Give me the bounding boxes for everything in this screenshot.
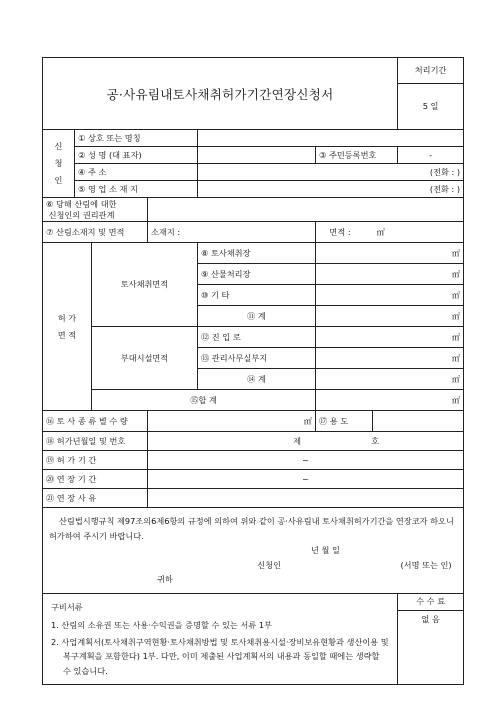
required-documents <box>43 593 398 685</box>
soil-type-field[interactable]: ㎡ <box>148 411 316 432</box>
rights-field[interactable] <box>148 198 464 222</box>
facility-subtotal-field[interactable]: ㎡ <box>316 369 464 390</box>
soil-subtotal-field[interactable]: ㎡ <box>316 306 464 327</box>
addressee: 귀하 <box>157 574 173 584</box>
applicant-sign-label: 신청인 <box>257 559 281 570</box>
area-field[interactable]: 면적 : ㎡ <box>316 222 464 243</box>
access-road-field[interactable]: ㎡ <box>316 327 464 348</box>
office-site-field[interactable]: ㎡ <box>316 348 464 369</box>
extension-period-field[interactable]: ~ <box>148 470 464 489</box>
soil-type-label: ⑯ 토 사 종 류 별 수 량 <box>43 411 148 432</box>
resident-no-label: ③ 주민등록번호 <box>316 147 398 164</box>
form-table <box>42 57 464 685</box>
soil-site-field[interactable]: ㎡ <box>316 243 464 264</box>
location-field[interactable]: 소재지 : <box>148 222 316 243</box>
name-label: ② 성 명 (대 표자) <box>75 147 198 164</box>
name-field[interactable] <box>198 147 316 164</box>
extension-reason-field[interactable] <box>148 489 464 508</box>
business-name-label: ① 상호 또는 명칭 <box>75 130 198 147</box>
declaration-block <box>43 508 464 594</box>
applicant-group-label: 신 청 인 <box>43 130 75 198</box>
form-title: 공·사유림내토사채취허가기간연장신청서 <box>43 58 398 130</box>
use-label: ⑰ 용 도 <box>316 411 373 432</box>
fee-label: 수 수 료 <box>398 593 464 610</box>
date-line: 년 월 일 <box>311 545 340 555</box>
product-site-label: ⑨ 산물처리장 <box>198 264 316 285</box>
product-site-field[interactable]: ㎡ <box>316 264 464 285</box>
permit-date-label: ⑱ 허가년월일 및 번호 <box>43 432 148 451</box>
total-field[interactable]: ㎡ <box>316 390 464 411</box>
sign-note: (서명 또는 인) <box>400 559 452 570</box>
permit-period-label: ⑲ 허 가 기 간 <box>43 451 148 470</box>
total-label: ⑮합 계 <box>92 390 316 411</box>
permit-period-field[interactable]: ~ <box>148 451 464 470</box>
rights-label: ⑥ 당해 산림에 대한 신청인의 권리관계 <box>43 198 148 222</box>
extension-reason-label: ㉑ 연 장 사 유 <box>43 489 148 508</box>
doc-item-2: 2. 사업계획서(토사채취구역현황·토사채취방법 및 토사채취용시설·장비보유현황과 생산이용 및 복구계획을 포함한다) 1부. 다만, 이미 제출된 사업계획서의 내용과 동일할 때에는 생략할 수 있습니다. <box>51 636 389 676</box>
business-location-label: ⑤ 영 업 소 재 지 <box>75 181 198 198</box>
fee-value: 없 음 <box>398 610 464 684</box>
business-name-field[interactable] <box>198 130 464 147</box>
signature-line <box>49 558 457 573</box>
soil-area-label: 토사채취면적 <box>92 243 198 327</box>
facility-subtotal-label: ⑭ 계 <box>198 369 316 390</box>
address-label: ④ 주 소 <box>75 164 198 181</box>
extension-period-label: ⑳ 연 장 기 간 <box>43 470 148 489</box>
application-form <box>42 57 463 676</box>
resident-no-field[interactable]: - <box>398 147 464 164</box>
other-field[interactable]: ㎡ <box>316 285 464 306</box>
processing-period-label: 처리기간 <box>398 58 464 84</box>
facility-area-label: 부대시설면적 <box>92 327 198 390</box>
permit-area-label: 허 가 면 적 <box>43 243 92 411</box>
soil-subtotal-label: ⑪ 계 <box>198 306 316 327</box>
doc-item-1: 1. 산림의 소유권 또는 사용·수익권을 증명할 수 있는 서류 1부 <box>51 620 272 630</box>
docs-title: 구비서류 <box>51 601 83 612</box>
other-label: ⑩ 기 타 <box>198 285 316 306</box>
processing-period-value: 5 일 <box>398 84 464 130</box>
office-site-label: ⑬ 관리사무실부지 <box>198 348 316 369</box>
access-road-label: ⑫ 진 입 로 <box>198 327 316 348</box>
soil-site-label: ⑧ 토사채취장 <box>198 243 316 264</box>
business-phone-field[interactable]: (전화 : ) <box>198 181 464 198</box>
address-phone-field[interactable]: (전화 : ) <box>198 164 464 181</box>
forest-location-label: ⑦ 산림소재지 및 면적 <box>43 222 148 243</box>
use-field[interactable] <box>373 411 464 432</box>
permit-date-field[interactable]: 제 호 <box>148 432 464 451</box>
declaration-text: 산림법시행규칙 제97조의6제6항의 규정에 의하여 위와 같이 공·사유림내 토사채취허가기간을 연장코자 하오니 허가하여 주시기 바랍니다. <box>49 516 454 541</box>
